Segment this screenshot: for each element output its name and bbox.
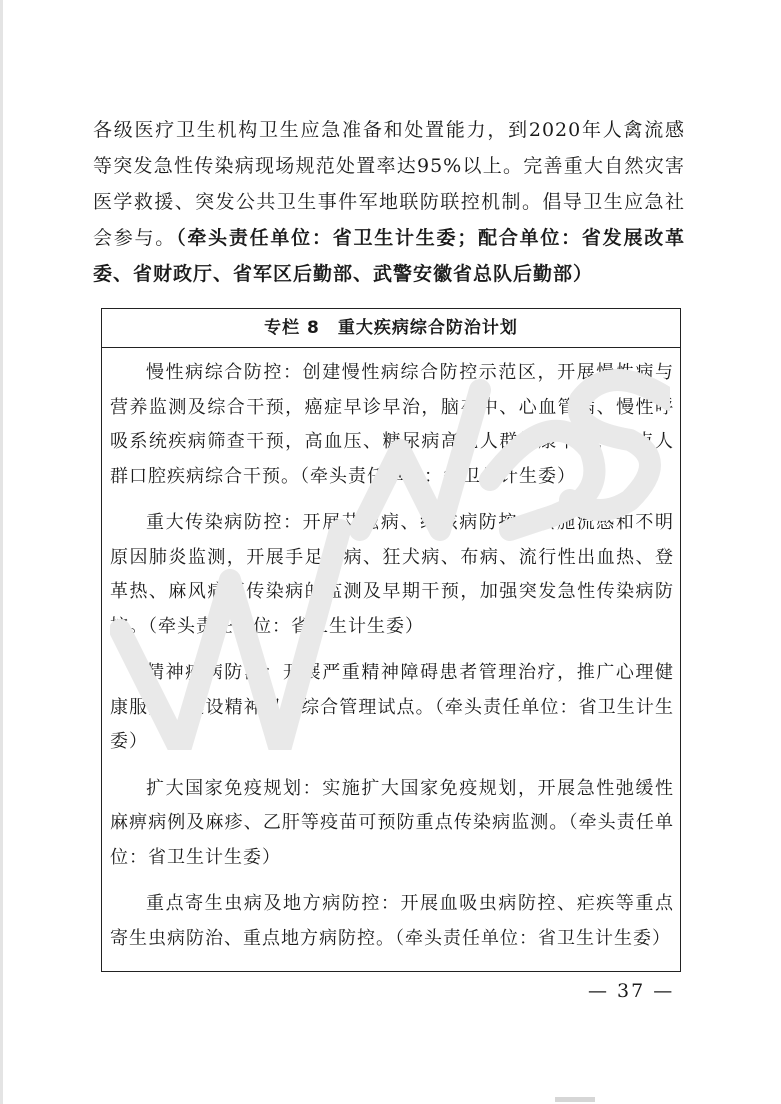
- paragraph-immunization: 扩大国家免疫规划：实施扩大国家免疫规划，开展急性弛缓性麻痹病例及麻疹、乙肝等疫苗可预防重点传染病监测。（牵头责任单位：省卫生计生委）: [110, 777, 674, 868]
- column-box-title: 专栏 8 重大疾病综合防治计划: [102, 309, 680, 348]
- paragraph-chronic-disease: 慢性病综合防控：创建慢性病综合防控示范区，开展慢性病与营养监测及综合干预，癌症早诊早治，脑卒中、心血管病、慢性呼吸系统疾病筛查干预，高血压、糖尿病高危人群健康干预，重点人群口腔疾病综合干预。（牵头责任单位：省卫生计生委）: [110, 362, 674, 487]
- paragraph-mental-illness: 精神疾病防治：开展严重精神障碍患者管理治疗，推广心理健康服务，建设精神卫生综合管理试点。（牵头责任单位：省卫生计生委）: [110, 662, 674, 752]
- intro-section: [93, 112, 685, 292]
- intro-responsibility: （牵头责任单位：省卫生计生委；配合单位：省发展改革委、省财政厅、省军区后勤部、武警安徽省总队后勤部）: [93, 227, 685, 285]
- page-number: — 37 —: [588, 980, 675, 1002]
- page-edge: [0, 0, 3, 1104]
- intro-paragraph: [93, 112, 685, 292]
- column-box-body: [102, 348, 680, 956]
- column-box: [101, 308, 681, 972]
- intro-text: 各级医疗卫生机构卫生应急准备和处置能力，到2020年人禽流感等突发急性传染病现场规范处置率达95%以上。完善重大自然灾害医学救援、突发公共卫生事件军地联防联控机制。倡导卫生应急社会参与。: [93, 119, 685, 249]
- bottom-scan-mark: [555, 1097, 595, 1102]
- paragraph-infectious-disease: 重大传染病防控：开展艾滋病、结核病防控，实施流感和不明原因肺炎监测，开展手足口病、狂犬病、布病、流行性出血热、登革热、麻风病等传染病的监测及早期干预，加强突发急性传染病防控。（牵头责任单位：省卫生计生委）: [110, 512, 674, 637]
- paragraph-parasitic-disease: 重点寄生虫病及地方病防控：开展血吸虫病防控、疟疾等重点寄生虫病防治、重点地方病防控。（牵头责任单位：省卫生计生委）: [110, 893, 674, 949]
